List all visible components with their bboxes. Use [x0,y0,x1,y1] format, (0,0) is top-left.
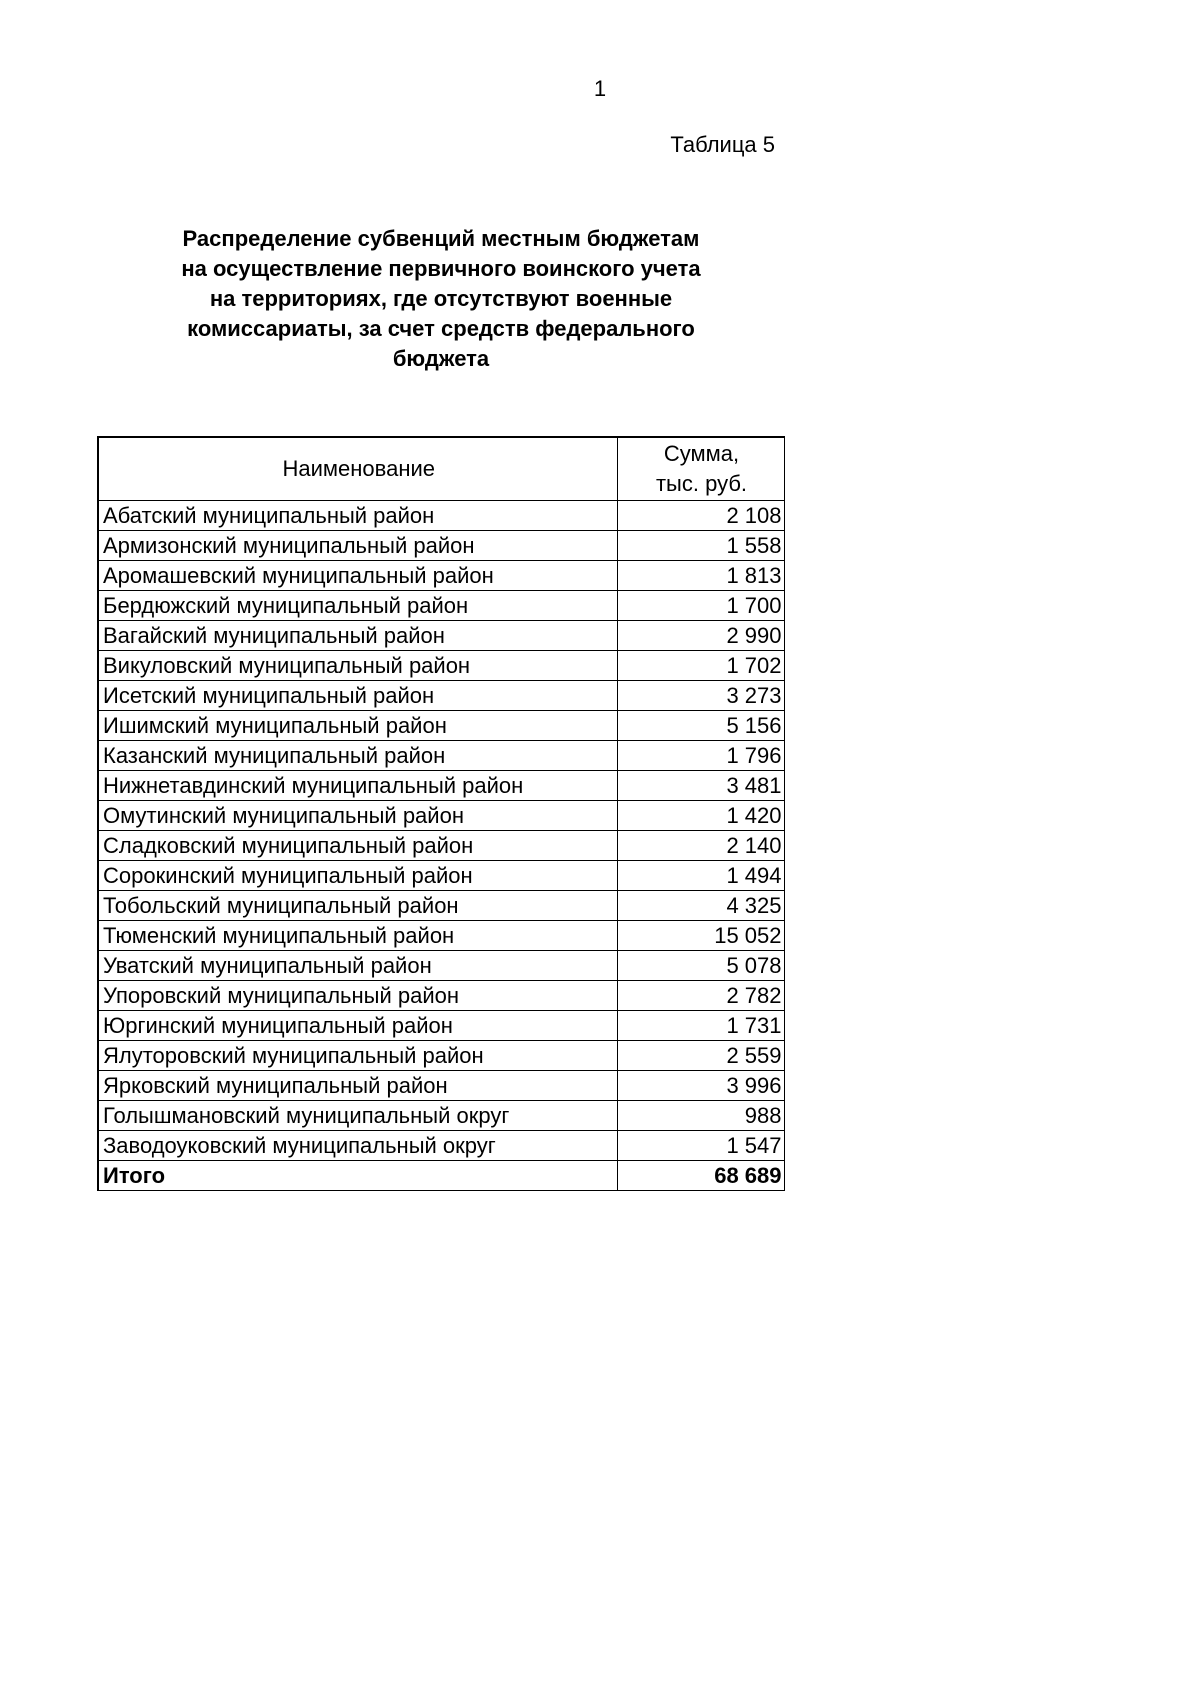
title-line: на осуществление первичного воинского учета [181,256,701,281]
total-sum: 68 689 [617,1161,784,1191]
subvention-sum: 2 559 [617,1041,784,1071]
total-label: Итого [98,1161,617,1191]
municipality-name: Ишимский муниципальный район [98,711,617,741]
subvention-sum: 1 547 [617,1131,784,1161]
column-header-sum-line: Сумма, [663,441,740,466]
subvention-sum: 3 481 [617,771,784,801]
subvention-sum: 5 156 [617,711,784,741]
subvention-sum: 988 [617,1101,784,1131]
subvention-sum: 3 273 [617,681,784,711]
municipality-name: Ярковский муниципальный район [98,1071,617,1101]
subvention-sum: 2 108 [617,501,784,531]
municipality-name: Омутинский муниципальный район [98,801,617,831]
table-header-row [98,437,784,501]
total-row [98,1161,784,1191]
municipality-name: Викуловский муниципальный район [98,651,617,681]
subvention-sum: 1 700 [617,591,784,621]
subvention-sum: 1 813 [617,561,784,591]
table-row [98,531,784,561]
table-row [98,771,784,801]
table-row [98,891,784,921]
municipality-name: Казанский муниципальный район [98,741,617,771]
municipality-name: Абатский муниципальный район [98,501,617,531]
table-row [98,711,784,741]
municipality-name: Вагайский муниципальный район [98,621,617,651]
municipality-name: Тобольский муниципальный район [98,891,617,921]
subvention-sum: 2 782 [617,981,784,1011]
municipality-name: Аромашевский муниципальный район [98,561,617,591]
subvention-sum: 1 420 [617,801,784,831]
title-line: бюджета [392,346,490,371]
table-row [98,981,784,1011]
subvention-sum: 4 325 [617,891,784,921]
municipality-name: Ялуторовский муниципальный район [98,1041,617,1071]
table-row [98,1101,784,1131]
municipality-name: Голышмановский муниципальный округ [98,1101,617,1131]
page-number: 1 [593,76,607,101]
table-row [98,1041,784,1071]
subvention-sum: 2 140 [617,831,784,861]
municipality-name: Упоровский муниципальный район [98,981,617,1011]
table-row [98,1011,784,1041]
table-row [98,741,784,771]
municipality-name: Сладковский муниципальный район [98,831,617,861]
municipality-name: Уватский муниципальный район [98,951,617,981]
document-title [96,224,786,374]
municipality-name: Исетский муниципальный район [98,681,617,711]
subvention-sum: 15 052 [617,921,784,951]
subvention-sum: 1 494 [617,861,784,891]
title-line: на территориях, где отсутствуют военные [209,286,673,311]
column-header-name: Наименование [98,437,617,501]
municipality-name: Тюменский муниципальный район [98,921,617,951]
subvention-sum: 1 731 [617,1011,784,1041]
table-row [98,951,784,981]
subvention-sum: 2 990 [617,621,784,651]
table-body [98,501,784,1161]
municipality-name: Армизонский муниципальный район [98,531,617,561]
table-row [98,621,784,651]
table-row [98,861,784,891]
table-row [98,681,784,711]
municipality-name: Заводоуковский муниципальный округ [98,1131,617,1161]
title-line: комиссариаты, за счет средств федерального [187,316,695,341]
subvention-sum: 5 078 [617,951,784,981]
subvention-sum: 1 558 [617,531,784,561]
subvention-sum: 3 996 [617,1071,784,1101]
table-row [98,1071,784,1101]
municipality-name: Бердюжский муниципальный район [98,591,617,621]
table-row [98,591,784,621]
table-row [98,501,784,531]
municipality-name: Нижнетавдинский муниципальный район [98,771,617,801]
table-row [98,801,784,831]
subvention-table [97,436,785,1191]
column-header-sum [617,437,784,501]
column-header-sum-line: тыс. руб. [655,471,748,496]
table-row [98,921,784,951]
table-row [98,831,784,861]
table-row [98,1131,784,1161]
subvention-sum: 1 796 [617,741,784,771]
table-label: Таблица 5 [670,132,775,157]
table-row [98,561,784,591]
subvention-sum: 1 702 [617,651,784,681]
table-row [98,651,784,681]
title-line: Распределение субвенций местным бюджетам [182,226,700,251]
municipality-name: Юргинский муниципальный район [98,1011,617,1041]
municipality-name: Сорокинский муниципальный район [98,861,617,891]
